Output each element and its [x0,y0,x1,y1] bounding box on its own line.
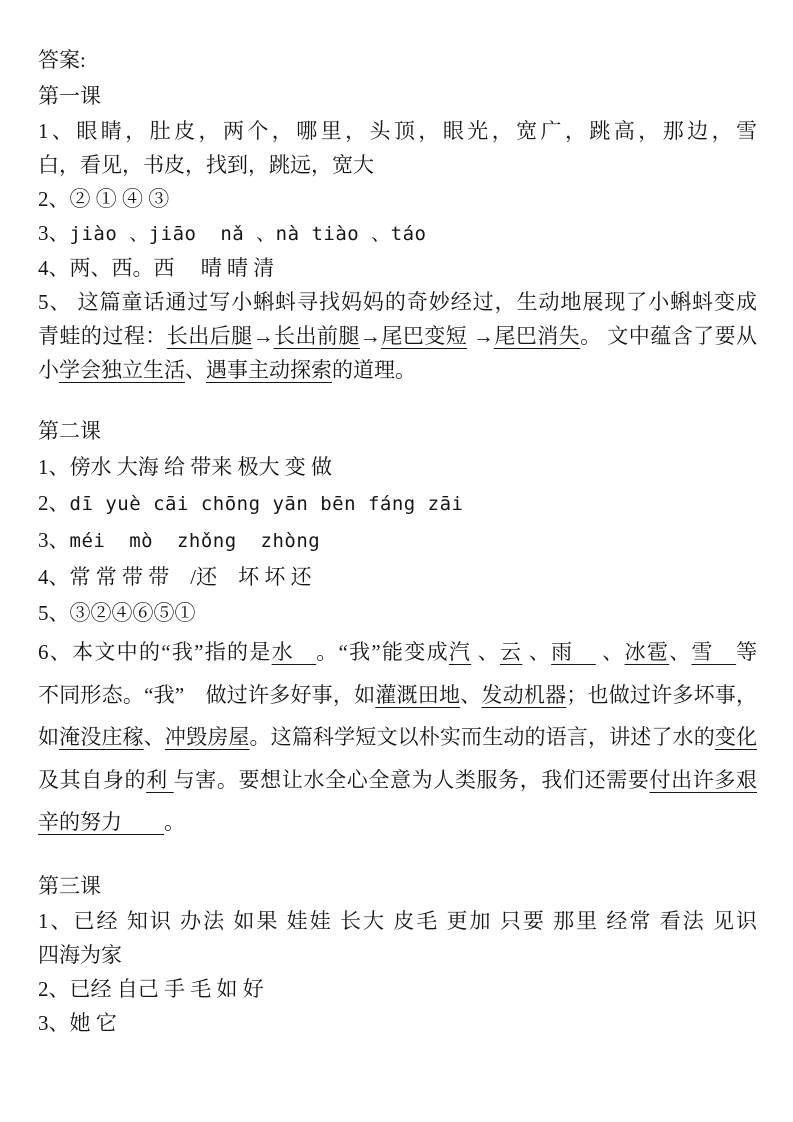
text-line [38,182,757,216]
text-segment: 4、常 常 带 带 /还 坏 坏 还 [38,565,312,589]
text-segment: 、 [522,640,552,664]
text-line [38,148,757,182]
text-line [38,114,757,148]
text-line [38,559,757,595]
text-segment: 、 [185,358,206,382]
text-segment: 2、已经 自己 手 毛 如 好 [38,976,264,1001]
text-segment: ；也做过许多坏事， [566,682,758,707]
text-segment: 与害。要想让水全心全意为人类服务，我们还需要 [173,767,650,792]
text-line [38,522,757,559]
text-segment: 的道理。 [332,358,416,382]
underlined-answer-text: 淹没庄稼 [59,725,144,749]
pinyin-text: jiào 、jiāo nǎ 、nà tiào 、táo [69,223,427,245]
text-segment: 、 [143,725,165,749]
text-segment: 、 [471,640,501,664]
text-line [38,716,757,759]
lesson-2-heading: 第二课 [38,419,101,443]
text-segment: → [359,324,381,348]
answers-title: 答案: [38,48,86,72]
text-segment: 小 [38,358,59,382]
text-segment: 、 [669,640,692,664]
text-line [38,216,757,251]
underlined-answer-text: 水 [271,640,317,664]
text-segment: 不同形态。“我” 做过许多好事，如 [38,682,376,707]
text-segment: 5、③②④⑥⑤① [38,601,196,625]
text-line [38,353,757,387]
underlined-answer-text: 尾巴变短 [380,324,468,348]
underlined-answer-text: 雪 [691,640,737,664]
text-line [38,449,757,485]
lesson-1-lines [38,114,757,387]
text-line [38,285,757,319]
underlined-answer-text: 汽 [448,640,472,664]
text-segment: 5、 这篇童话通过写小蝌蚪寻找妈妈的奇妙经过，生动地展现了小蝌蚪变成 [38,290,757,314]
text-segment: → [252,324,274,348]
text-line [38,485,757,522]
text-segment: 及其自身的 [38,767,147,792]
text-line [38,759,757,802]
text-segment: 1、傍水 大海 给 带来 极大 变 做 [38,455,332,479]
text-line [38,674,757,717]
underlined-answer-text: 利 [146,767,174,792]
underlined-answer-text: 学会独立生活 [59,358,185,382]
text-line [38,319,757,353]
text-segment: 4、两、西。西 晴 晴 清 [38,256,275,280]
text-segment: 3、她 它 [38,1010,117,1035]
lesson-2-section [38,413,757,844]
underlined-answer-text: 冲毁房屋 [164,725,250,749]
text-segment: 青蛙的过程： [38,324,167,348]
text-line [38,904,757,938]
lesson-2-lines [38,449,757,844]
text-segment: 2、② ① ④ ③ [38,187,170,211]
text-segment: 1、眼睛，肚皮，两个，哪里，头顶，眼光，宽广，跳高，那边，雪 [38,119,757,143]
text-segment: 。“我”能变成 [316,640,449,664]
underlined-answer-text: 发动机器 [481,682,567,707]
text-line [38,595,757,631]
text-line [38,801,757,844]
text-line [38,972,757,1006]
lesson-3-section [38,868,757,1040]
text-segment: 、 [460,682,482,707]
underlined-answer-text: 长出后腿 [166,324,253,348]
text-segment: 。 文中蕴含了要从 [580,324,758,348]
underlined-answer-text: 长出前腿 [273,324,360,348]
text-segment: 四海为家 [38,942,122,967]
pinyin-text: dī yuè cāi chōng yān bēn fáng zāi [69,493,464,515]
text-segment: 3、 [38,221,70,245]
lesson-1-section [38,78,757,387]
underlined-answer-text: 付出许多艰 [649,767,758,792]
text-line [38,938,757,972]
text-segment: 1、已经 知识 办法 如果 娃娃 长大 皮毛 更加 只要 那里 经常 看法 见识 [38,908,757,933]
text-segment: 。这篇科学短文以朴实而生动的语言，讲述了水的 [249,725,715,749]
underlined-answer-text: 雨 [551,640,596,664]
underlined-answer-text: 云 [500,640,523,664]
lesson-1-heading: 第一课 [38,84,101,108]
lesson-3-lines [38,904,757,1040]
underlined-answer-text: 遇事主动探索 [206,358,332,382]
pinyin-text: méi mò zhǒng zhòng [69,530,321,552]
text-segment: 2、 [38,491,70,515]
text-segment: 6、本文中的“我”指的是 [38,640,272,664]
underlined-answer-text: 冰雹 [624,640,670,664]
underlined-answer-text: 变化 [714,725,758,749]
text-segment: 3、 [38,528,70,552]
text-segment: 、 [595,640,625,664]
text-segment: 白，看见，书皮，找到，跳远，宽大 [38,153,374,177]
text-segment: 等 [736,640,758,664]
underlined-answer-text: 辛的努力 [38,810,164,834]
lesson-3-heading: 第三课 [38,873,101,898]
text-segment: → [467,324,494,348]
text-segment: 。 [164,810,185,834]
text-line [38,631,757,674]
underlined-answer-text: 尾巴消失 [493,324,581,348]
underlined-answer-text: 灌溉田地 [375,682,461,707]
text-segment: 如 [38,725,60,749]
text-line [38,251,757,285]
text-line [38,1006,757,1040]
